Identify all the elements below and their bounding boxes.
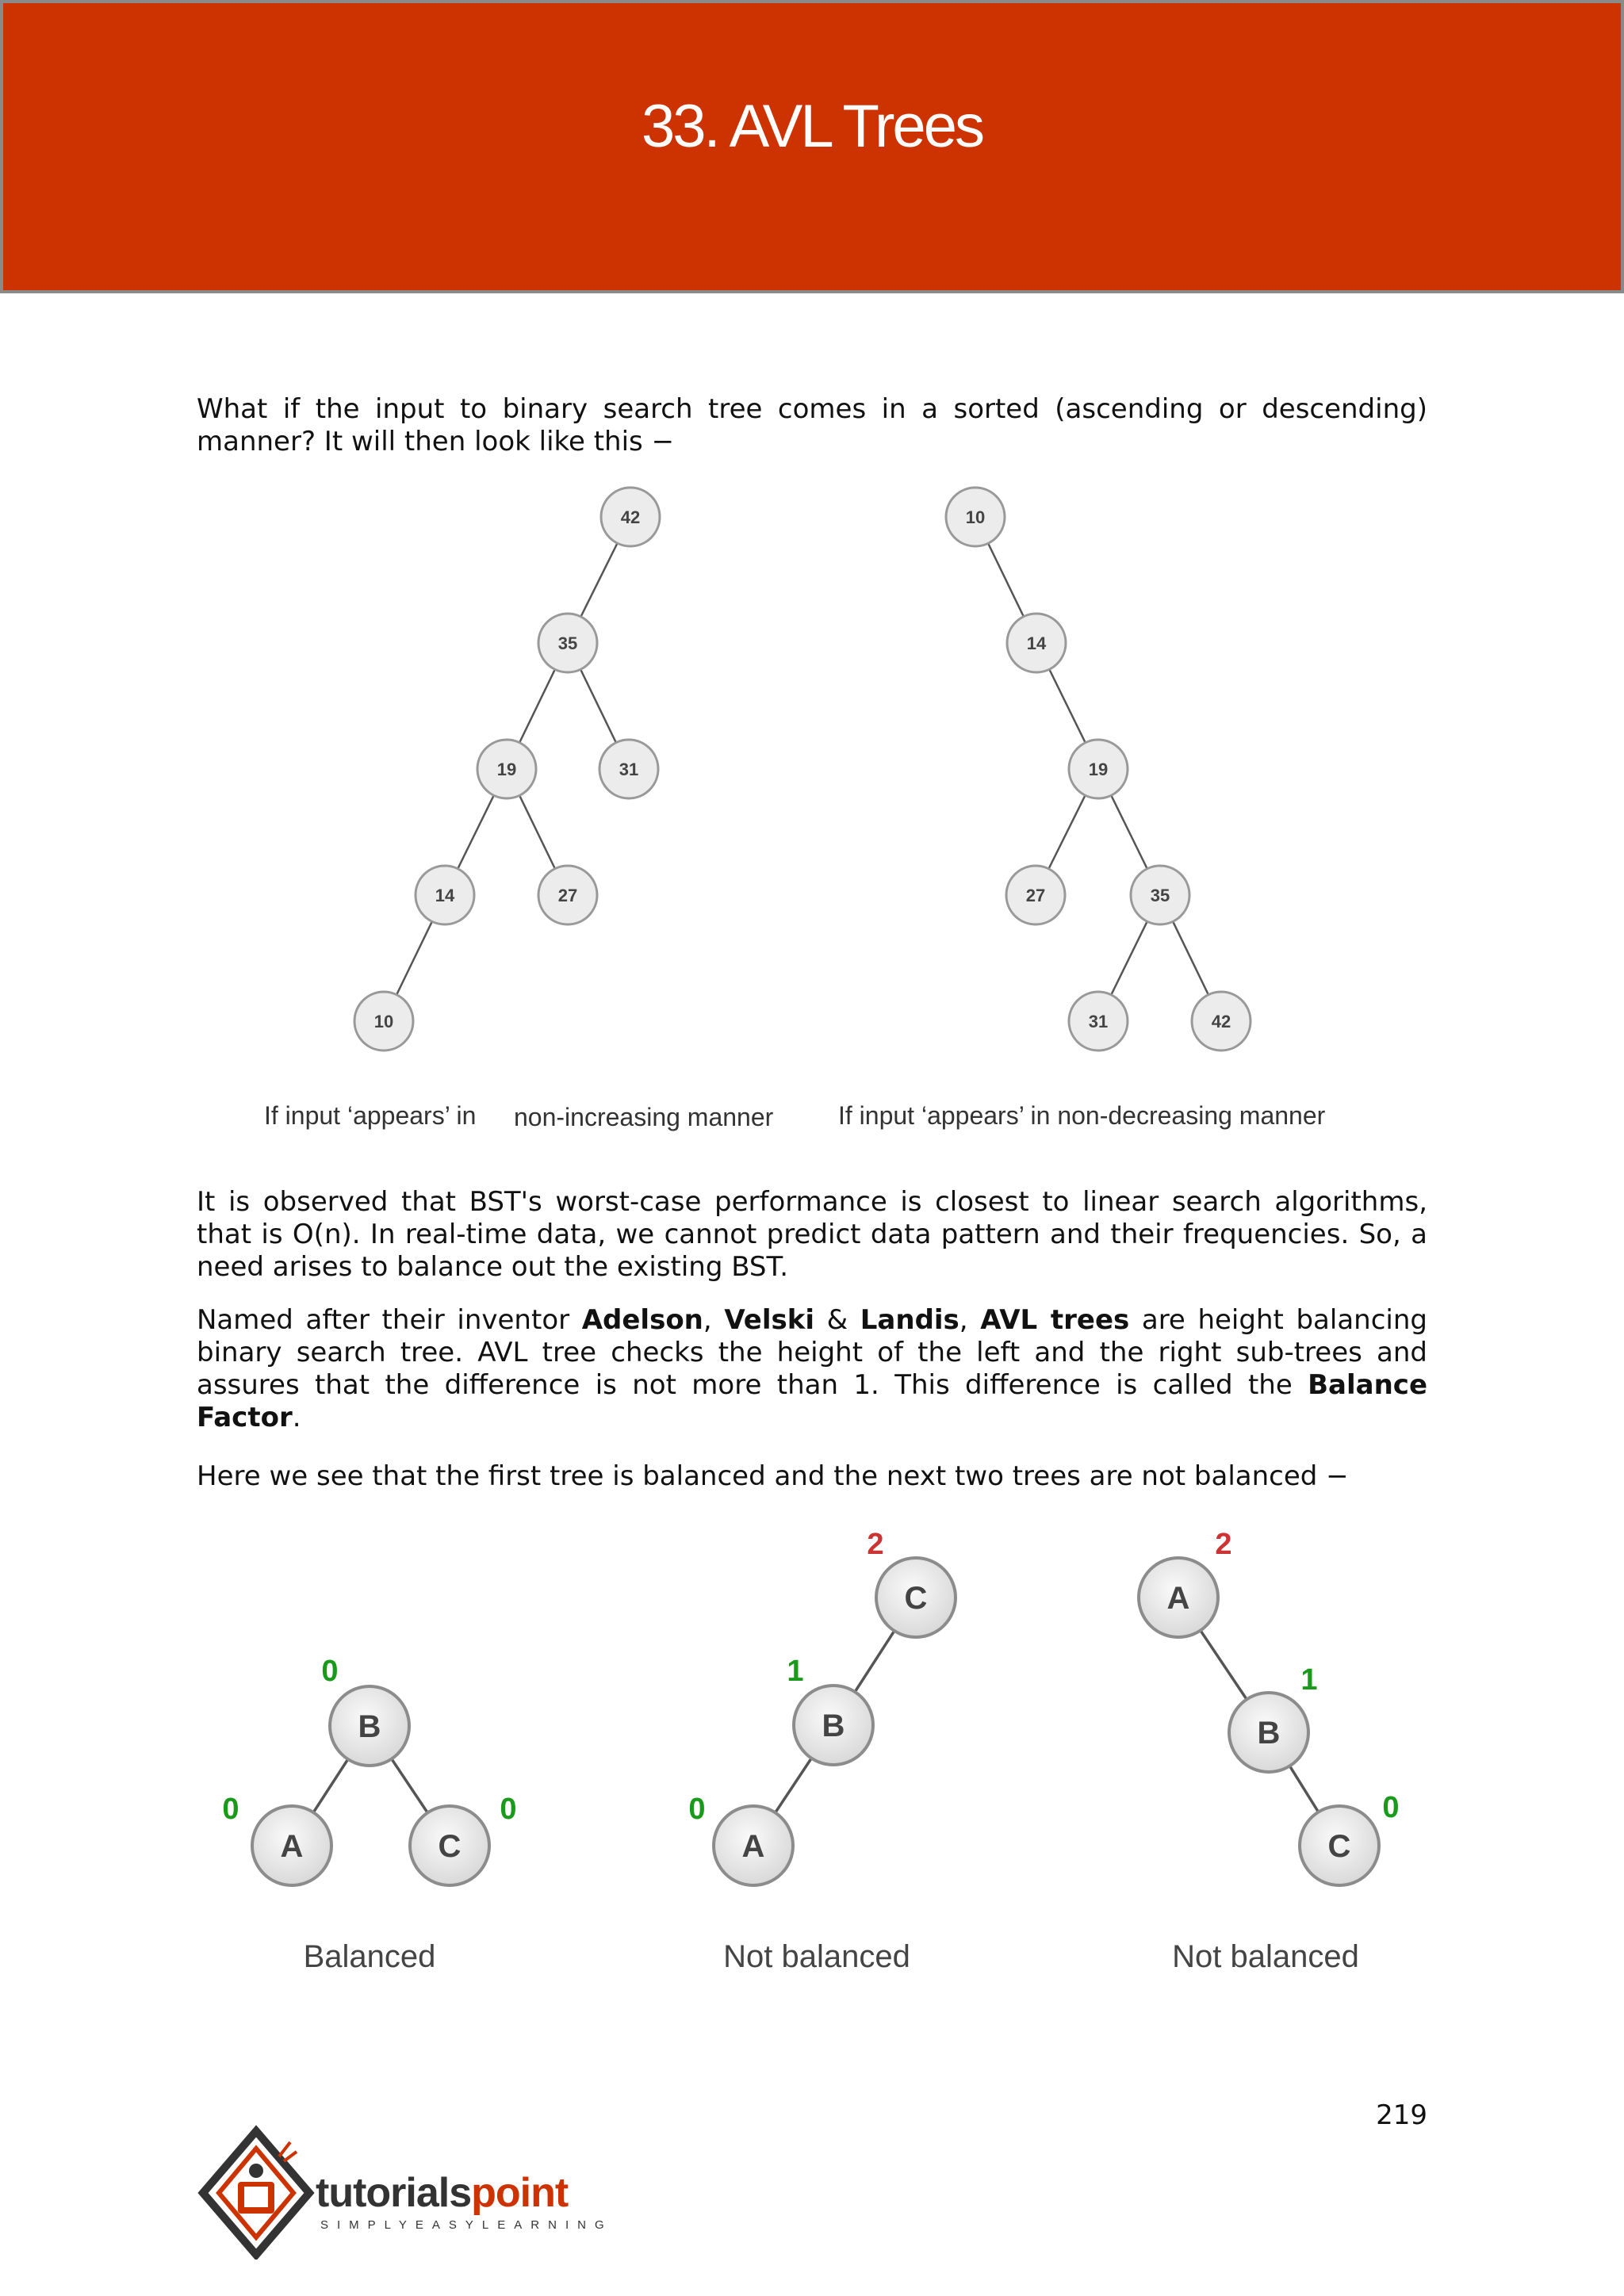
- balanced-caption: Balanced: [303, 1939, 436, 1974]
- bst-node: 35: [557, 633, 578, 653]
- logo-mark-icon: [197, 2125, 316, 2260]
- skewed-bst-figure: [0, 476, 1624, 1142]
- avl-node: A: [1166, 1581, 1190, 1616]
- balance-factor-label: 0: [500, 1793, 517, 1826]
- bst-node: 14: [435, 886, 455, 905]
- bst-node: 42: [620, 507, 641, 527]
- balance-factor-label: 2: [1215, 1528, 1232, 1561]
- balance-factor-label: 1: [787, 1655, 804, 1688]
- balance-factor-label: 0: [688, 1793, 706, 1826]
- inventor-landis: Landis: [860, 1304, 959, 1336]
- left-tree-caption-b: non-increasing manner: [514, 1103, 774, 1131]
- right-tree-caption: If input ‘appears’ in non-decreasing manner: [838, 1101, 1326, 1130]
- avl-node: A: [741, 1829, 765, 1864]
- balance-factor-label: 0: [1382, 1791, 1400, 1824]
- bst-node: 31: [1088, 1012, 1109, 1031]
- avl-node: C: [1327, 1829, 1351, 1864]
- balance-factor-label: 1: [1300, 1663, 1318, 1697]
- bst-node: 42: [1211, 1012, 1231, 1031]
- term-balance-factor: Balance Factor: [197, 1369, 1427, 1433]
- term-avl-trees: AVL trees: [980, 1304, 1130, 1336]
- worst-case-paragraph: It is observed that BST's worst-case performance is closest to linear search algorithms, that is O(n). In real-time data, we cannot predict data pattern and their frequencies. So, a need arises to balance out the existing BST.: [197, 1186, 1427, 1283]
- avl-node: A: [280, 1829, 304, 1864]
- balance-factor-label: 0: [222, 1793, 239, 1826]
- tutorialspoint-logo: [197, 2125, 641, 2267]
- bst-node: 10: [965, 507, 986, 527]
- balance-factor-label: 2: [867, 1528, 884, 1561]
- bst-node: 14: [1026, 633, 1047, 653]
- avl-node: B: [822, 1709, 845, 1743]
- bst-node: 27: [557, 886, 578, 905]
- balance-intro-paragraph: Here we see that the first tree is balanced and the next two trees are not balanced −: [197, 1460, 1349, 1492]
- bst-node: 31: [619, 760, 639, 779]
- avl-node: B: [1257, 1716, 1281, 1751]
- bst-node: 19: [1088, 760, 1109, 779]
- avl-definition-paragraph: Named after their inventor Adelson, Velski & Landis, AVL trees are height balancing binary search tree. AVL tree checks the height of the left and the right sub-trees and assures that the difference is not more than 1. This difference is called the Balance Factor.: [197, 1304, 1427, 1433]
- logo-wordmark: tutorialspoint: [316, 2170, 569, 2216]
- chapter-header-banner: [0, 0, 1624, 293]
- not-balanced-caption-right: Not balanced: [1172, 1939, 1359, 1974]
- chapter-title: 33. AVL Trees: [642, 93, 982, 160]
- intro-paragraph: What if the input to binary search tree comes in a sorted (ascending or descending) manner? It will then look like this −: [197, 393, 1427, 457]
- not-balanced-caption-left: Not balanced: [723, 1939, 910, 1974]
- inventor-adelson: Adelson: [581, 1304, 703, 1336]
- avl-node: C: [904, 1581, 928, 1616]
- avl-node: B: [358, 1709, 381, 1744]
- bst-node: 27: [1025, 886, 1046, 905]
- page-number: 219: [1376, 2099, 1427, 2131]
- avl-node: C: [438, 1829, 462, 1864]
- inventor-velski: Velski: [724, 1304, 814, 1336]
- bst-node: 35: [1150, 886, 1170, 905]
- bst-node: 10: [373, 1012, 394, 1031]
- balance-factor-figure: [0, 1506, 1624, 1998]
- logo-tagline: SIMPLYEASYLEARNING: [320, 2218, 613, 2232]
- bst-node: 19: [496, 760, 517, 779]
- left-tree-caption-a: If input ‘appears’ in: [264, 1101, 477, 1130]
- balance-factor-label: 0: [321, 1655, 339, 1688]
